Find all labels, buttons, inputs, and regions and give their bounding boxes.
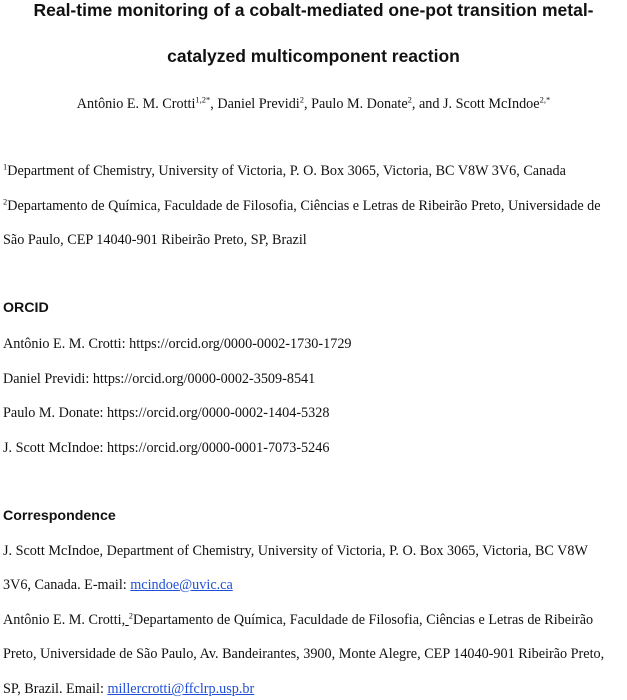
author-separator: , and — [411, 96, 444, 112]
orcid-entry: Paulo M. Donate: https://orcid.org/0000-0002-1404-5328 — [3, 405, 330, 421]
affiliation-2-continued: São Paulo, CEP 14040-901 Ribeirão Preto, SP, Brazil — [3, 232, 307, 248]
correspondence-2-line-3 — [3, 681, 254, 698]
author-name: Daniel Previdi — [217, 96, 300, 112]
email-link[interactable]: mcindoe@uvic.ca — [130, 577, 233, 593]
affiliation-mark: 2 — [128, 610, 133, 621]
correspondence-name: Antônio E. M. Crotti, — [3, 612, 126, 628]
affiliation-mark: 2 — [3, 196, 8, 207]
author-affiliation-mark: 2 — [407, 94, 412, 105]
correspondence-text: SP, Brazil. Email: — [3, 681, 108, 697]
affiliation-2 — [3, 198, 601, 215]
affiliation-1 — [3, 163, 566, 180]
author-name: Antônio E. M. Crotti — [76, 96, 196, 112]
author-separator: , — [210, 96, 218, 112]
author-name: Paulo M. Donate — [311, 96, 408, 112]
author-list — [0, 96, 627, 113]
author-separator: , — [304, 96, 312, 112]
orcid-entry: Daniel Previdi: https://orcid.org/0000-0002-3509-8541 — [3, 371, 316, 387]
orcid-entry: Antônio E. M. Crotti: https://orcid.org/0000-0002-1730-1729 — [3, 336, 352, 352]
correspondence-2-line-1 — [3, 612, 593, 629]
correspondence-text: 3V6, Canada. E-mail: — [3, 577, 131, 593]
correspondence-heading: Correspondence — [3, 508, 116, 524]
author-name: J. Scott McIndoe — [443, 96, 540, 112]
correspondence-text: Departamento de Química, Faculdade de Filosofia, Ciências e Letras de Ribeirão — [132, 612, 594, 628]
orcid-entry: J. Scott McIndoe: https://orcid.org/0000-0001-7073-5246 — [3, 440, 330, 456]
correspondence-2-line-2: Preto, Universidade de São Paulo, Av. Bandeirantes, 3900, Monte Alegre, CEP 14040-901 Ribeirão Preto, — [3, 646, 605, 662]
orcid-heading: ORCID — [3, 300, 49, 316]
correspondence-1-line-2 — [3, 577, 233, 594]
author-affiliation-mark: 2 — [299, 94, 304, 105]
affiliation-mark: 1 — [3, 161, 8, 172]
title-line-1: Real-time monitoring of a cobalt-mediated one-pot transition metal- — [33, 0, 594, 20]
author-affiliation-mark: 1,2* — [195, 94, 211, 105]
author-affiliation-mark: 2,* — [539, 94, 551, 105]
email-link[interactable]: millercrotti@ffclrp.usp.br — [107, 681, 255, 697]
correspondence-1-line-1: J. Scott McIndoe, Department of Chemistry, University of Victoria, P. O. Box 3065, Victoria, BC V8W — [3, 543, 588, 559]
title-line-2: catalyzed multicomponent reaction — [167, 46, 460, 66]
affiliation-text: Department of Chemistry, University of Victoria, P. O. Box 3065, Victoria, BC V8W 3V6, Canada — [7, 163, 566, 179]
affiliation-text: Departamento de Química, Faculdade de Filosofia, Ciências e Letras de Ribeirão Preto, Universidade de — [7, 198, 601, 214]
